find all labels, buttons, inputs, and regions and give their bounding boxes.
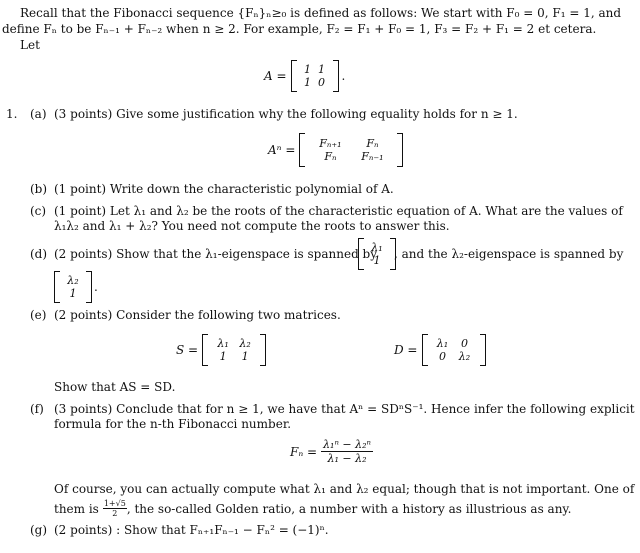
part-f-text-1: (3 points) Conclude that for n ≥ 1, we have that Aⁿ = SDⁿS⁻¹. Hence infer the following explicit bbox=[54, 402, 635, 416]
problem-number: 1. bbox=[6, 107, 18, 121]
vector-cell: λ₁ bbox=[371, 241, 383, 254]
golden-denominator: 2 bbox=[112, 509, 118, 518]
golden-ratio bbox=[103, 499, 127, 518]
formula-lhs: Fₙ = bbox=[290, 444, 318, 459]
matrix-cell: Fₙ bbox=[366, 137, 379, 150]
matrix-a-period: . bbox=[341, 69, 346, 83]
part-g-text: (2 points) : Show that Fₙ₊₁Fₙ₋₁ − Fₙ² = (−1)ⁿ. bbox=[54, 523, 329, 537]
formula-numerator: λ₁ⁿ − λ₂ⁿ bbox=[323, 438, 371, 451]
matrix-d-label: D = bbox=[394, 343, 418, 357]
intro-line-3: Let bbox=[20, 38, 40, 52]
matrix-cell: 0 bbox=[461, 337, 468, 350]
binet-formula bbox=[290, 438, 373, 465]
part-g-label: (g) bbox=[30, 523, 48, 537]
part-f-note-1: Of course, you can actually compute what λ₁ and λ₂ equal; though that is not important. One of bbox=[54, 482, 635, 496]
vector-cell: λ₂ bbox=[67, 274, 79, 287]
part-c-label: (c) bbox=[30, 204, 47, 218]
matrix-cell: 1 bbox=[304, 63, 312, 76]
matrix-cell: Fₙ₊₁ bbox=[319, 137, 342, 150]
part-c-text-1: (1 point) Let λ₁ and λ₂ be the roots of the characteristic equation of A. What are the values of bbox=[54, 204, 623, 218]
part-f-note-2 bbox=[54, 499, 571, 518]
matrix-cell: λ₁ bbox=[217, 337, 229, 350]
matrix-d bbox=[394, 334, 486, 366]
note-text: them is bbox=[54, 501, 99, 516]
golden-numerator: 1+√5 bbox=[103, 499, 126, 508]
part-c-text-2: λ₁λ₂ and λ₁ + λ₂? You need not compute the roots to answer this. bbox=[54, 219, 450, 233]
part-e-show: Show that AS = SD. bbox=[54, 380, 176, 394]
matrix-cell: 1 bbox=[318, 63, 326, 76]
matrix-cell: 1 bbox=[219, 350, 227, 363]
matrix-cell: 1 bbox=[241, 350, 249, 363]
vector-cell: 1 bbox=[373, 254, 381, 267]
matrix-a-power-n bbox=[268, 133, 403, 167]
matrix-cell: Fₙ bbox=[324, 150, 337, 163]
part-b-text: (1 point) Write down the characteristic polynomial of A. bbox=[54, 182, 394, 196]
part-d-period: . bbox=[94, 280, 98, 294]
a-power-label: Aⁿ = bbox=[268, 143, 296, 157]
part-d-text-after: , and the λ₂-eigenspace is spanned by bbox=[394, 247, 624, 261]
part-b-label: (b) bbox=[30, 182, 48, 196]
part-d-label: (d) bbox=[30, 247, 48, 261]
part-f-text-2: formula for the n-th Fibonacci number. bbox=[54, 417, 292, 431]
matrix-s-label: S = bbox=[176, 343, 199, 357]
formula-denominator: λ₁ − λ₂ bbox=[327, 452, 367, 465]
part-d-text-before: (2 points) Show that the λ₁-eigenspace is spanned by bbox=[54, 247, 378, 261]
matrix-cell: 0 bbox=[439, 350, 446, 363]
formula-fraction bbox=[321, 438, 373, 465]
eigenvector-2 bbox=[54, 271, 98, 303]
intro-line-1: Recall that the Fibonacci sequence {Fₙ}ₙ≥₀ is defined as follows: We start with F₀ = 0, F₁ = 1, and bbox=[20, 6, 622, 20]
matrix-s bbox=[176, 334, 266, 366]
matrix-cell: λ₁ bbox=[436, 337, 449, 350]
eigenvector-1 bbox=[358, 238, 396, 270]
part-a-label: (a) bbox=[30, 107, 47, 121]
matrix-cell: λ₂ bbox=[239, 337, 251, 350]
matrix-cell: λ₂ bbox=[458, 350, 471, 363]
part-f-label: (f) bbox=[30, 402, 44, 416]
matrix-cell: 0 bbox=[318, 76, 326, 89]
part-e-text: (2 points) Consider the following two matrices. bbox=[54, 308, 341, 322]
matrix-cell: 1 bbox=[304, 76, 312, 89]
part-e-label: (e) bbox=[30, 308, 47, 322]
intro-line-2: define Fₙ to be Fₙ₋₁ + Fₙ₋₂ when n ≥ 2. For example, F₂ = F₁ + F₀ = 1, F₃ = F₂ + F₁ = 2 et cetera. bbox=[2, 22, 597, 36]
vector-cell: 1 bbox=[69, 287, 77, 300]
part-a-text: (3 points) Give some justification why the following equality holds for n ≥ 1. bbox=[54, 107, 518, 121]
matrix-a bbox=[264, 60, 345, 92]
matrix-a-label: A = bbox=[264, 69, 287, 83]
note-text: , the so-called Golden ratio, a number with a history as illustrious as any. bbox=[126, 501, 572, 516]
matrix-cell: Fₙ₋₁ bbox=[361, 150, 384, 163]
